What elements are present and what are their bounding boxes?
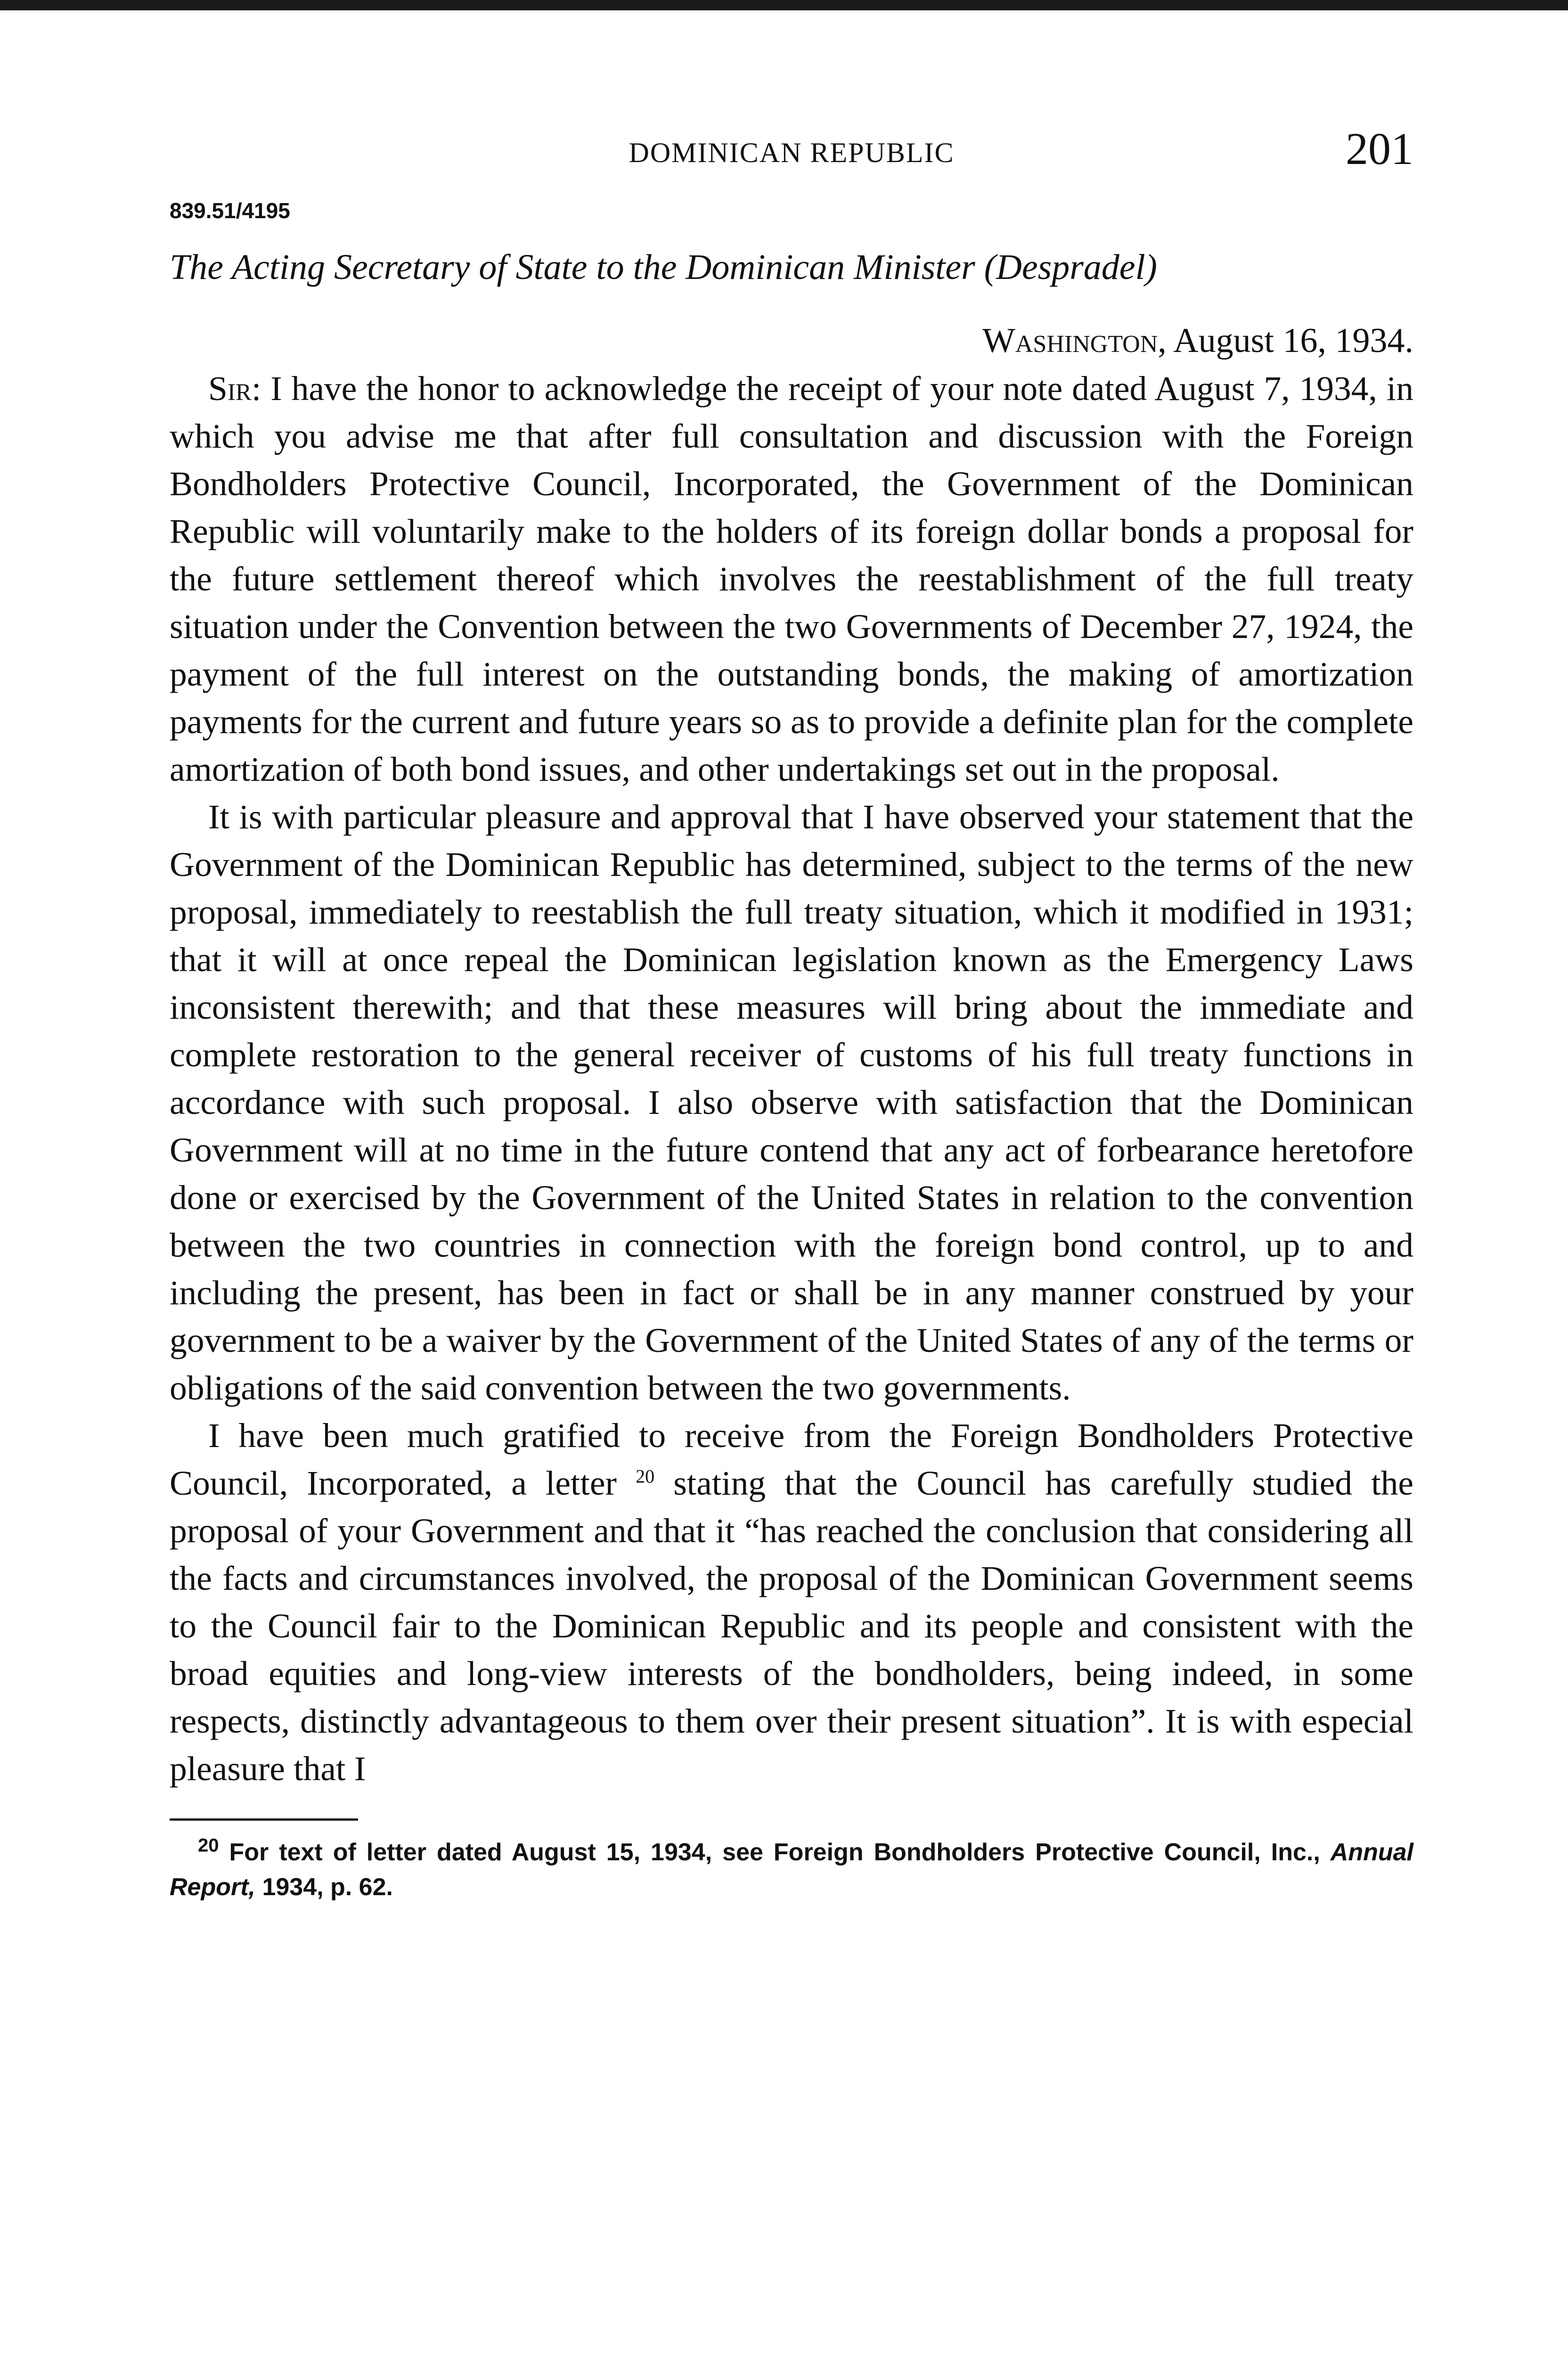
paragraph-3-text-end: stating that the Council has carefully studied the proposal of your Government and that it “has reached the conclusion that considering all the facts and circumstances involved, the proposal of the Dominican Government seems to the Council fair to the Dominican Republic and its people and consistent with the broad equities and long-view interests of the bondholders, being indeed, in some respects, distinctly advantageous to them over their present situation”. It is with especial pleasure that I — [170, 1464, 1414, 1788]
paragraph-1 — [170, 365, 1413, 793]
document-page — [170, 123, 1413, 1905]
paragraph-3-text-start: I have been much gratified to receive from the Foreign Bondholders Protective Council, Incorporated, a letter — [170, 1416, 1413, 1502]
dateline-place: Washington, — [982, 321, 1167, 360]
footnote-marker: 20 — [198, 1835, 219, 1856]
paragraph-2: It is with particular pleasure and approval that I have observed your statement that the Government of the Dominican Republic has determined, subject to the terms of the new proposal, immediately to reestablish the full treaty situation, which it modified in 1931; that it will at once repeal the Dominican legislation known as the Emergency Laws inconsistent therewith; and that these measures will bring about the immediate and complete restoration to the general receiver of customs of his full treaty functions in accordance with such proposal. I also observe with satisfaction that the Dominican Government will at no time in the future contend that any act of forbearance heretofore done or exercised by the Government of the United States in relation to the convention between the two countries in connection with the foreign bond control, up to and including the present, has been in fact or shall be in any manner construed by your government to be a waiver by the Government of the United States of any of the terms or obligations of the said convention between the two governments. — [170, 798, 1413, 1407]
footnote-reference: 20 — [636, 1465, 655, 1487]
footnote-text-start: For text of letter dated August 15, 1934, see Foreign Bondholders Protective Council, Inc., — [229, 1839, 1320, 1866]
top-border-rule — [0, 0, 1568, 10]
dateline — [170, 321, 1413, 361]
footnote-divider — [170, 1818, 358, 1821]
footnote-text-end: 1934, p. 62. — [262, 1873, 393, 1901]
dateline-date: August 16, 1934. — [1173, 321, 1413, 360]
letter-body — [170, 365, 1413, 1792]
paragraph-3 — [170, 1412, 1413, 1792]
footnote — [170, 1835, 1413, 1905]
running-title: DOMINICAN REPUBLIC — [629, 137, 955, 168]
file-number: 839.51/4195 — [170, 198, 290, 223]
document-heading: The Acting Secretary of State to the Dominican Minister (Despradel) — [170, 247, 1157, 287]
page-number: 201 — [1346, 123, 1413, 174]
salutation: Sir: — [208, 369, 261, 408]
footnote-italic-title: Annual Report, — [170, 1839, 1413, 1901]
paragraph-1-text: I have the honor to acknowledge the receipt of your note dated August 7, 1934, in which you advise me that after full consultation and discussion with the Foreign Bondholders Protective Council, Incorporated, the Government of the Dominican Republic will voluntarily make to the holders of its foreign dollar bonds a proposal for the future settlement thereof which involves the reestablishment of the full treaty situation under the Convention between the two Governments of December 27, 1924, the payment of the full interest on the outstanding bonds, the making of amortization payments for the current and future years so as to provide a definite plan for the complete amortization of both bond issues, and other undertakings set out in the proposal. — [170, 369, 1414, 788]
running-header — [170, 123, 1413, 184]
